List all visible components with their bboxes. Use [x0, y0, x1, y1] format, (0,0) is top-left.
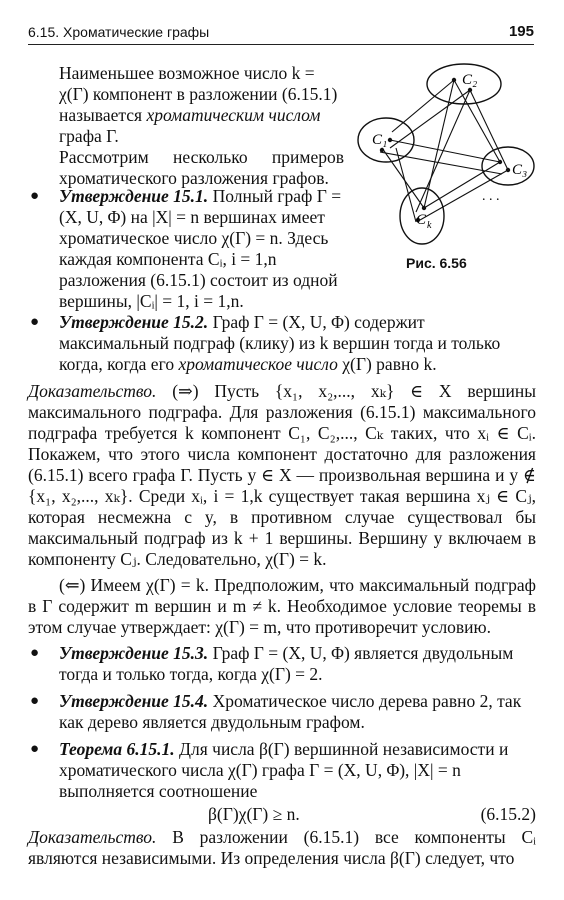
proof-label: Доказательство. — [28, 381, 157, 401]
bullet-icon: ● — [30, 188, 40, 204]
statement-label: Утверждение 15.4. — [59, 691, 209, 711]
theorem-6-15-1: ● Теорема 6.15.1. Для числа β(Г) вершинной независимости и хроматического числа χ(Г) графа Г = (X, U, Φ), |X| = n выполняется соотношение — [30, 739, 509, 801]
statement-label: Утверждение 15.3. — [59, 643, 209, 663]
theorem-label: Теорема 6.15.1. — [59, 739, 175, 759]
proof2-paragraph: Доказательство. В разложении (6.15.1) все компоненты Cᵢ являются независимыми. Из определения числа β(Г) следует, что — [28, 827, 536, 868]
main-text — [28, 312, 536, 874]
term-chromatic-number: хроматическим числом — [146, 105, 321, 125]
label-c3: C₃ — [512, 162, 528, 178]
intro-paragraph-2: Рассмотрим несколько примеров хроматического разложения графов. — [59, 147, 344, 188]
proof-paragraph-1: Доказательство. (⇒) Пусть {x₁, x₂,..., xₖ} ∈ X вершины максимального подграфа. Для разложения (6.15.1) максимального подграфа требуется k компонент C₁, C₂,..., Cₖ таких, что xᵢ ∈ Cᵢ. Покажем, что этого числа компонент достаточно для разложения (6.15.1) всего графа Г. Пусть y ∈ X — произвольная вершина и y ∉ {x₁, x₂,..., xₖ}. Среди xᵢ, i = 1,k существует такая вершина xⱼ ∈ Cⱼ, которая несмежна с y, в противном случае существовал бы максимальный подграф из k + 1 вершины. Вершину y включаем в компоненту Cⱼ. Следовательно, χ(Г) = k. — [28, 381, 536, 569]
label-ck-subscript: k — [427, 220, 432, 231]
ellipsis-dots: . . . — [482, 189, 500, 204]
statement-15-2: ● Утверждение 15.2. Граф Г = (X, U, Φ) содержит максимальный подграф (клику) из k вершин тогда и только когда, когда его хроматическое число χ(Г) равно k. — [30, 312, 501, 374]
label-ck: C — [416, 212, 427, 228]
bullet-icon: ● — [30, 314, 40, 330]
graph-diagram — [350, 58, 536, 258]
bullet-icon: ● — [30, 645, 40, 661]
bullet-icon: ● — [30, 693, 40, 709]
running-title: 6.15. Хроматические графы — [28, 24, 210, 40]
formula-expression: β(Г)χ(Г) ≥ n. — [208, 804, 300, 824]
formula-number: (6.15.2) — [480, 804, 536, 824]
formula-6-15-2 — [28, 804, 536, 827]
intro-paragraph-1: Наименьшее возможное число k = χ(Г) компонент в разложении (6.15.1) называется хроматическим числом графа Г. — [59, 63, 338, 146]
statement-15-4: ● Утверждение 15.4. Хроматическое число дерева равно 2, так как дерево является двудольным графом. — [30, 691, 522, 732]
term: хроматическое число — [178, 354, 338, 374]
bullet-icon: ● — [30, 741, 40, 757]
proof-paragraph-2: (⇐) Имеем χ(Г) = k. Предположим, что максимальный подграф в Г содержит m вершин и m ≠ k. Необходимое условие теоремы в этом случае утверждает: χ(Г) = m, что противоречит условию. — [28, 575, 536, 637]
proof-label: Доказательство. — [28, 827, 157, 847]
figure-6-56 — [350, 58, 536, 278]
label-c2: C₂ — [462, 72, 478, 88]
figure-caption: Рис. 6.56 — [406, 255, 467, 271]
statement-15-3: ● Утверждение 15.3. Граф Г = (X, U, Φ) является двудольным тогда и только тогда, когда χ(Г) = 2. — [30, 643, 514, 684]
page-number: 195 — [508, 23, 534, 40]
statement-label: Утверждение 15.1. — [59, 186, 209, 206]
statement-text: Полный граф Г = (X, U, Φ) на |X| = n вершинах имеет хроматическое число χ(Г) = n. Здесь каждая компонента Cᵢ, i = 1,n разложения (6.15.1) состоит из одной вершины, |Cᵢ| = 1, i = 1,n. — [59, 186, 342, 311]
statement-label: Утверждение 15.2. — [59, 312, 209, 332]
page-header — [28, 22, 534, 45]
statement-15-1 — [28, 186, 348, 312]
intro-text — [59, 63, 344, 194]
statement-list-1 — [28, 186, 348, 318]
label-c1: C₁ — [372, 132, 388, 148]
